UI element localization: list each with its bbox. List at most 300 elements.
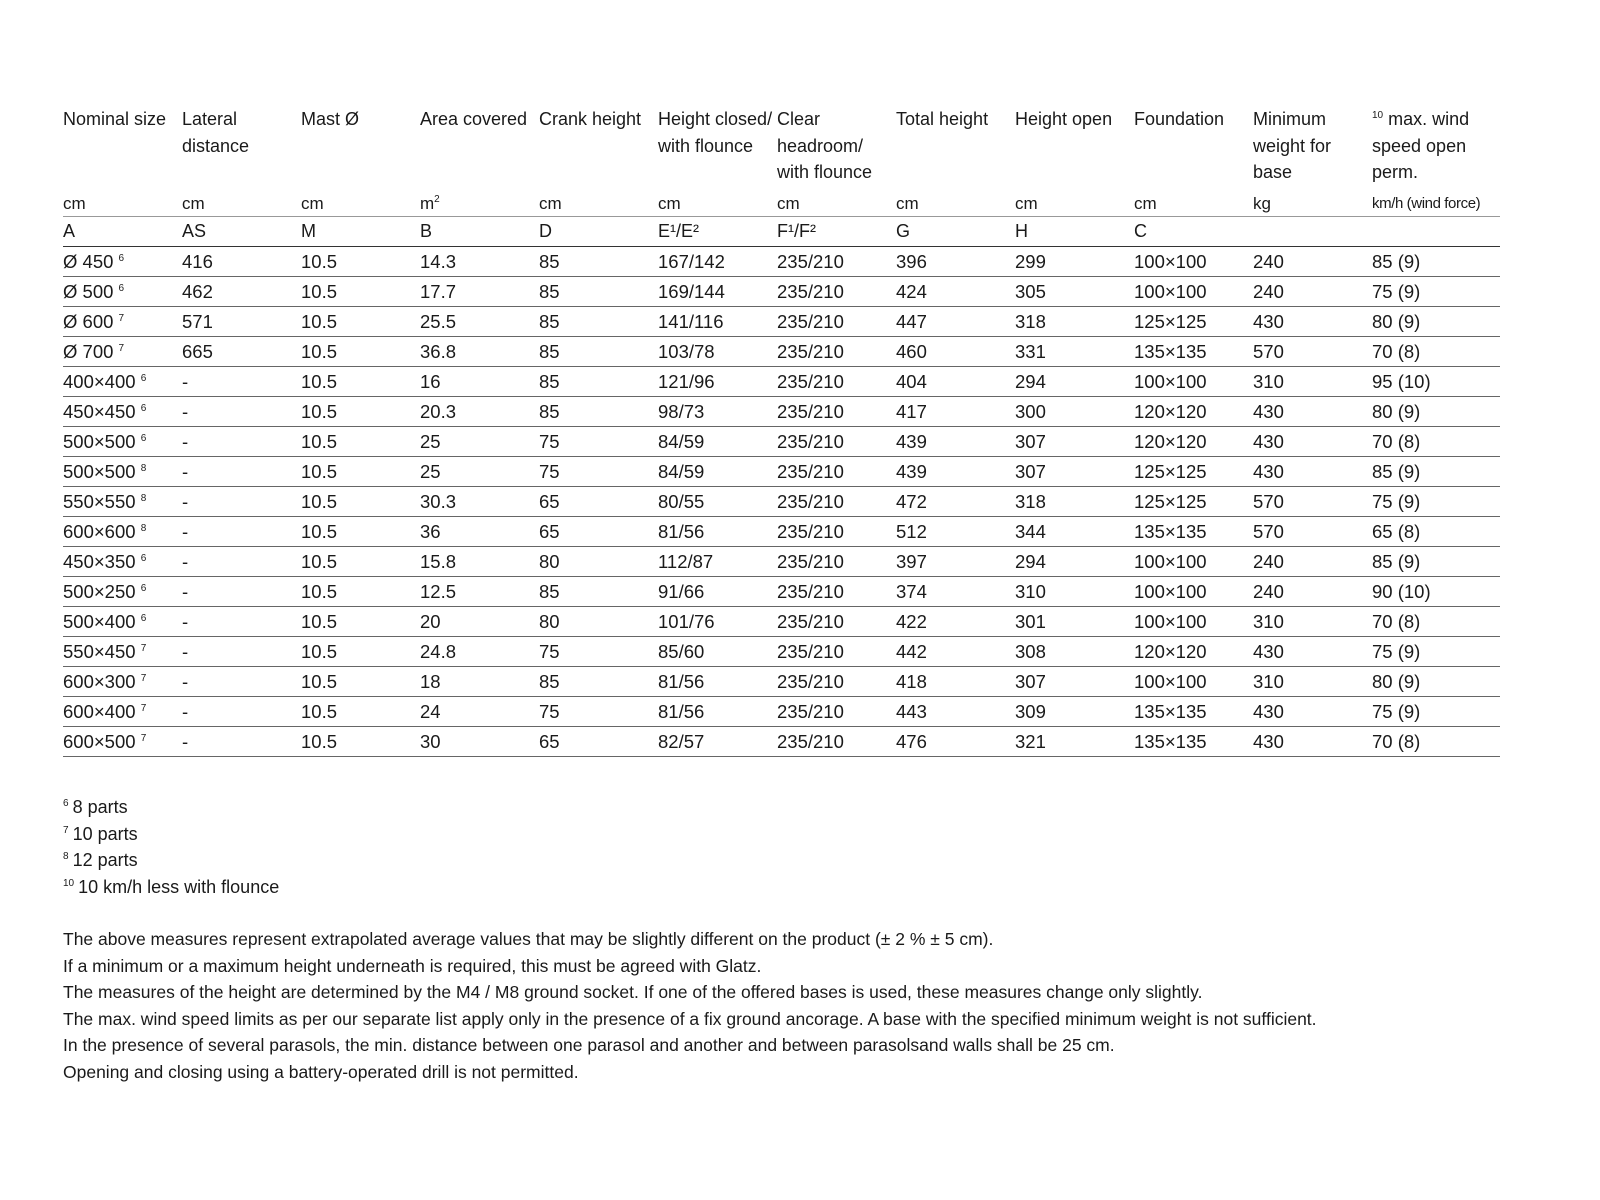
table-cell: 10.5 — [301, 307, 420, 337]
dimension-code: C — [1134, 217, 1253, 247]
footnote-marker: 6 — [140, 613, 147, 624]
unit-label: cm — [1015, 194, 1038, 213]
footnote-marker: 10 — [1372, 110, 1384, 121]
nominal-size: 450×350 — [63, 551, 136, 572]
footnote-marker: 7 — [140, 643, 147, 654]
table-cell: 75 — [539, 427, 658, 457]
table-cell: 10.5 — [301, 697, 420, 727]
table-cell: 24.8 — [420, 637, 539, 667]
column-header-label: Minimum weight for base — [1253, 109, 1332, 182]
table-cell: 100×100 — [1134, 577, 1253, 607]
table-cell: 75 (9) — [1372, 637, 1500, 667]
table-cell: 70 (8) — [1372, 727, 1500, 757]
table-cell: 70 (8) — [1372, 337, 1500, 367]
column-header — [658, 106, 777, 186]
table-cell: 512 — [896, 517, 1015, 547]
table-cell: 309 — [1015, 697, 1134, 727]
unit-label: m — [420, 194, 435, 213]
footnote-marker: 7 — [140, 733, 147, 744]
column-header-label: max. wind speed open perm. — [1372, 109, 1470, 182]
table-cell: 85 — [539, 337, 658, 367]
footnote-marker: 6 — [118, 283, 125, 294]
nominal-size-cell — [63, 247, 182, 277]
table-cell: 460 — [896, 337, 1015, 367]
table-cell: 85 — [539, 397, 658, 427]
table-cell: 344 — [1015, 517, 1134, 547]
table-cell: 101/76 — [658, 607, 777, 637]
unit-cell — [301, 186, 420, 217]
table-cell: 16 — [420, 367, 539, 397]
units-row — [63, 186, 1500, 217]
note-line: The max. wind speed limits as per our separate list apply only in the presence of a fix ground ancorage. A base with the specified minimum weight is not sufficient. — [63, 1008, 1317, 1029]
table-cell: 82/57 — [658, 727, 777, 757]
table-cell: 235/210 — [777, 427, 896, 457]
footnotes — [63, 794, 279, 900]
table-cell: - — [182, 667, 301, 697]
footnote-marker: 7 — [63, 824, 69, 836]
table-cell: 80 — [539, 607, 658, 637]
table-cell: 65 — [539, 517, 658, 547]
table-cell: 235/210 — [777, 607, 896, 637]
unit-cell — [777, 186, 896, 217]
unit-label: cm — [658, 194, 681, 213]
table-row — [63, 637, 1500, 667]
table-cell: 135×135 — [1134, 517, 1253, 547]
column-header-label: Lateral distance — [182, 109, 250, 156]
unit-exponent: 2 — [434, 194, 440, 205]
unit-cell — [539, 186, 658, 217]
table-row — [63, 277, 1500, 307]
table-cell: 300 — [1015, 397, 1134, 427]
column-header — [420, 106, 539, 186]
footnote-marker: 6 — [140, 583, 147, 594]
column-header — [182, 106, 301, 186]
table-cell: 447 — [896, 307, 1015, 337]
dimension-code — [1372, 217, 1500, 247]
table-row — [63, 427, 1500, 457]
table-cell: 443 — [896, 697, 1015, 727]
nominal-size-cell — [63, 667, 182, 697]
table-cell: 416 — [182, 247, 301, 277]
table-cell: 98/73 — [658, 397, 777, 427]
table-row — [63, 727, 1500, 757]
table-cell: - — [182, 607, 301, 637]
table-cell: 84/59 — [658, 457, 777, 487]
table-cell: 10.5 — [301, 367, 420, 397]
footnote-marker: 6 — [140, 373, 147, 384]
table-cell: - — [182, 367, 301, 397]
table-cell: 439 — [896, 427, 1015, 457]
nominal-size-cell — [63, 367, 182, 397]
dimension-code: G — [896, 217, 1015, 247]
table-row — [63, 667, 1500, 697]
table-cell: 30.3 — [420, 487, 539, 517]
table-cell: 476 — [896, 727, 1015, 757]
footnote-text: 8 parts — [72, 797, 128, 817]
table-cell: 100×100 — [1134, 547, 1253, 577]
nominal-size: 600×300 — [63, 671, 136, 692]
column-header — [63, 106, 182, 186]
table-cell: 81/56 — [658, 667, 777, 697]
table-cell: 141/116 — [658, 307, 777, 337]
table-cell: 310 — [1253, 607, 1372, 637]
table-cell: 112/87 — [658, 547, 777, 577]
nominal-size-cell — [63, 577, 182, 607]
table-cell: 299 — [1015, 247, 1134, 277]
table-cell: 430 — [1253, 727, 1372, 757]
table-cell: 235/210 — [777, 517, 896, 547]
nominal-size-cell — [63, 517, 182, 547]
table-cell: 95 (10) — [1372, 367, 1500, 397]
footnote-text: 12 parts — [72, 850, 138, 870]
nominal-size-cell — [63, 697, 182, 727]
table-cell: 75 (9) — [1372, 277, 1500, 307]
table-row — [63, 697, 1500, 727]
footnote — [63, 821, 279, 848]
table-cell: 430 — [1253, 697, 1372, 727]
footnote-marker: 7 — [140, 703, 147, 714]
table-cell: 235/210 — [777, 457, 896, 487]
column-header-label: Height open — [1015, 109, 1113, 129]
dimension-code: H — [1015, 217, 1134, 247]
note-line: Opening and closing using a battery-operated drill is not permitted. — [63, 1061, 579, 1082]
table-cell: 331 — [1015, 337, 1134, 367]
nominal-size-cell — [63, 727, 182, 757]
column-header-label: Crank height — [539, 109, 642, 129]
table-row — [63, 397, 1500, 427]
table-cell: 235/210 — [777, 277, 896, 307]
table-head — [63, 106, 1500, 247]
table-cell: 70 (8) — [1372, 607, 1500, 637]
table-cell: - — [182, 427, 301, 457]
table-cell: 235/210 — [777, 337, 896, 367]
table-cell: 10.5 — [301, 607, 420, 637]
table-cell: 235/210 — [777, 727, 896, 757]
column-header-label: Foundation — [1134, 109, 1225, 129]
table-cell: 310 — [1253, 667, 1372, 697]
table-cell: 570 — [1253, 337, 1372, 367]
table-cell: 12.5 — [420, 577, 539, 607]
table-cell: - — [182, 547, 301, 577]
unit-cell — [420, 186, 539, 217]
footnote — [63, 794, 279, 821]
unit-label: cm — [1134, 194, 1157, 213]
table-row — [63, 577, 1500, 607]
footnote-marker: 6 — [140, 553, 147, 564]
column-header — [301, 106, 420, 186]
nominal-size-cell — [63, 607, 182, 637]
table-cell: 85 — [539, 277, 658, 307]
notes — [63, 926, 1533, 1085]
nominal-size-cell — [63, 397, 182, 427]
table-cell: 30 — [420, 727, 539, 757]
column-header-label: Clear headroom/ with flounce — [777, 109, 873, 182]
unit-label: cm — [539, 194, 562, 213]
table-cell: 10.5 — [301, 517, 420, 547]
table-cell: 125×125 — [1134, 487, 1253, 517]
table-cell: 25 — [420, 427, 539, 457]
table-cell: 65 (8) — [1372, 517, 1500, 547]
dimension-code: B — [420, 217, 539, 247]
table-cell: 430 — [1253, 637, 1372, 667]
column-header-label: Mast Ø — [301, 109, 360, 129]
table-cell: 10.5 — [301, 457, 420, 487]
table-cell: - — [182, 457, 301, 487]
table-cell: 571 — [182, 307, 301, 337]
dimension-code: E¹/E² — [658, 217, 777, 247]
table-cell: - — [182, 727, 301, 757]
table-cell: 81/56 — [658, 697, 777, 727]
table-cell: 235/210 — [777, 637, 896, 667]
column-header — [1253, 106, 1372, 186]
footnote-marker: 7 — [140, 673, 147, 684]
nominal-size: 500×400 — [63, 611, 136, 632]
table-cell: 85 (9) — [1372, 547, 1500, 577]
nominal-size: Ø 700 — [63, 341, 114, 362]
table-cell: 10.5 — [301, 637, 420, 667]
footnote-marker: 8 — [140, 463, 147, 474]
column-header — [777, 106, 896, 186]
table-cell: 120×120 — [1134, 397, 1253, 427]
table-cell: 442 — [896, 637, 1015, 667]
footnote-text: 10 parts — [72, 823, 138, 844]
table-cell: 20 — [420, 607, 539, 637]
footnote-marker: 6 — [140, 433, 147, 444]
table-cell: 90 (10) — [1372, 577, 1500, 607]
note-line: If a minimum or a maximum height underneath is required, this must be agreed with Glatz. — [63, 955, 762, 976]
table-cell: 120×120 — [1134, 427, 1253, 457]
unit-cell — [896, 186, 1015, 217]
table-cell: 305 — [1015, 277, 1134, 307]
table-cell: 75 (9) — [1372, 487, 1500, 517]
table-cell: 18 — [420, 667, 539, 697]
footnote-marker: 8 — [140, 493, 147, 504]
table-cell: 65 — [539, 487, 658, 517]
table-cell: 235/210 — [777, 367, 896, 397]
column-header — [1134, 106, 1253, 186]
table-cell: 307 — [1015, 427, 1134, 457]
table-cell: 100×100 — [1134, 367, 1253, 397]
nominal-size: 550×550 — [63, 491, 136, 512]
table-cell: 100×100 — [1134, 667, 1253, 697]
table-cell: 430 — [1253, 427, 1372, 457]
nominal-size-cell — [63, 457, 182, 487]
nominal-size-cell — [63, 277, 182, 307]
table-cell: 430 — [1253, 397, 1372, 427]
table-row — [63, 457, 1500, 487]
table-cell: 318 — [1015, 307, 1134, 337]
table-row — [63, 517, 1500, 547]
table-cell: 307 — [1015, 457, 1134, 487]
table-cell: 20.3 — [420, 397, 539, 427]
footnote-marker: 7 — [118, 343, 125, 354]
unit-cell — [182, 186, 301, 217]
table-cell: 25.5 — [420, 307, 539, 337]
table-cell: 439 — [896, 457, 1015, 487]
table-cell: 85 — [539, 247, 658, 277]
nominal-size: 450×450 — [63, 401, 136, 422]
nominal-size-cell — [63, 637, 182, 667]
table-cell: 121/96 — [658, 367, 777, 397]
table-cell: 417 — [896, 397, 1015, 427]
specifications-table — [63, 106, 1500, 757]
nominal-size: Ø 600 — [63, 311, 114, 332]
column-header — [1372, 106, 1500, 186]
nominal-size: 500×500 — [63, 461, 136, 482]
table-cell: 294 — [1015, 367, 1134, 397]
table-cell: - — [182, 517, 301, 547]
table-cell: 85 — [539, 577, 658, 607]
table-cell: - — [182, 397, 301, 427]
table-cell: 70 (8) — [1372, 427, 1500, 457]
table-cell: 570 — [1253, 487, 1372, 517]
table-cell: 135×135 — [1134, 337, 1253, 367]
nominal-size-cell — [63, 337, 182, 367]
nominal-size: 600×400 — [63, 701, 136, 722]
unit-cell — [1015, 186, 1134, 217]
table-cell: 75 — [539, 637, 658, 667]
footnote-marker: 8 — [63, 851, 69, 862]
unit-label: cm — [896, 194, 919, 213]
table-cell: 235/210 — [777, 577, 896, 607]
table-row — [63, 607, 1500, 637]
unit-label: km/h (wind force) — [1372, 195, 1481, 212]
table-cell: 235/210 — [777, 397, 896, 427]
table-cell: 235/210 — [777, 697, 896, 727]
table-body — [63, 247, 1500, 757]
table-cell: 10.5 — [301, 247, 420, 277]
table-cell: 235/210 — [777, 247, 896, 277]
unit-label: kg — [1253, 194, 1271, 213]
dimension-code: D — [539, 217, 658, 247]
unit-label: cm — [63, 194, 86, 213]
table-cell: 404 — [896, 367, 1015, 397]
table-cell: 10.5 — [301, 547, 420, 577]
table-cell: 25 — [420, 457, 539, 487]
unit-cell — [658, 186, 777, 217]
footnote-marker: 6 — [63, 798, 69, 809]
table-cell: 235/210 — [777, 667, 896, 697]
nominal-size-cell — [63, 547, 182, 577]
table-cell: 430 — [1253, 457, 1372, 487]
table-cell: - — [182, 697, 301, 727]
table-cell: 80 (9) — [1372, 667, 1500, 697]
column-header — [896, 106, 1015, 186]
table-cell: 310 — [1015, 577, 1134, 607]
table-cell: 135×135 — [1134, 727, 1253, 757]
footnote — [63, 874, 279, 901]
table-cell: 418 — [896, 667, 1015, 697]
column-header-label: Height closed/ with flounce — [658, 109, 773, 156]
unit-label: cm — [182, 194, 205, 213]
unit-cell — [63, 186, 182, 217]
codes-row — [63, 217, 1500, 247]
column-header — [1015, 106, 1134, 186]
table-cell: 75 — [539, 457, 658, 487]
table-cell: 472 — [896, 487, 1015, 517]
table-cell: 10.5 — [301, 667, 420, 697]
table-cell: 80 — [539, 547, 658, 577]
table-cell: 240 — [1253, 547, 1372, 577]
nominal-size: Ø 500 — [63, 281, 114, 302]
table-cell: 10.5 — [301, 397, 420, 427]
table-cell: 81/56 — [658, 517, 777, 547]
dimension-code — [1253, 217, 1372, 247]
table-cell: 240 — [1253, 247, 1372, 277]
table-cell: 169/144 — [658, 277, 777, 307]
column-header-label: Area covered — [420, 109, 528, 129]
table-cell: 85 (9) — [1372, 247, 1500, 277]
table-cell: 85/60 — [658, 637, 777, 667]
table-cell: 84/59 — [658, 427, 777, 457]
table-cell: 80/55 — [658, 487, 777, 517]
column-header — [539, 106, 658, 186]
table-row — [63, 487, 1500, 517]
table-cell: 91/66 — [658, 577, 777, 607]
table-cell: 125×125 — [1134, 307, 1253, 337]
unit-label: cm — [777, 194, 800, 213]
table-cell: 235/210 — [777, 547, 896, 577]
column-headers-row — [63, 106, 1500, 186]
table-cell: - — [182, 577, 301, 607]
table-cell: 240 — [1253, 277, 1372, 307]
table-cell: 422 — [896, 607, 1015, 637]
nominal-size: 400×400 — [63, 371, 136, 392]
table-cell: 301 — [1015, 607, 1134, 637]
table-cell: 10.5 — [301, 487, 420, 517]
table-row — [63, 367, 1500, 397]
table-cell: 321 — [1015, 727, 1134, 757]
table-cell: 318 — [1015, 487, 1134, 517]
table-cell: 294 — [1015, 547, 1134, 577]
nominal-size: 600×600 — [63, 521, 136, 542]
table-cell: 100×100 — [1134, 277, 1253, 307]
table-cell: 17.7 — [420, 277, 539, 307]
table-cell: 103/78 — [658, 337, 777, 367]
nominal-size-cell — [63, 487, 182, 517]
table-cell: 80 (9) — [1372, 307, 1500, 337]
table-cell: 167/142 — [658, 247, 777, 277]
table-cell: 235/210 — [777, 307, 896, 337]
table-cell: 85 — [539, 307, 658, 337]
table-cell: 85 — [539, 667, 658, 697]
note-line: The above measures represent extrapolated average values that may be slightly different on the product (± 2 % ± 5 cm). — [63, 929, 994, 949]
footnote-text: 10 km/h less with flounce — [78, 876, 280, 897]
table-cell: 65 — [539, 727, 658, 757]
table-cell: 120×120 — [1134, 637, 1253, 667]
table-cell: 10.5 — [301, 337, 420, 367]
table-cell: 10.5 — [301, 727, 420, 757]
table-cell: 235/210 — [777, 487, 896, 517]
table-row — [63, 307, 1500, 337]
nominal-size: 600×500 — [63, 731, 136, 752]
table-cell: 75 (9) — [1372, 697, 1500, 727]
table-cell: 15.8 — [420, 547, 539, 577]
nominal-size-cell — [63, 307, 182, 337]
dimension-code: AS — [182, 217, 301, 247]
table-cell: 430 — [1253, 307, 1372, 337]
table-cell: 374 — [896, 577, 1015, 607]
table-cell: 75 — [539, 697, 658, 727]
table-cell: 125×125 — [1134, 457, 1253, 487]
column-header-label: Nominal size — [63, 109, 167, 129]
table-cell: 570 — [1253, 517, 1372, 547]
table-cell: 85 (9) — [1372, 457, 1500, 487]
table-cell: 396 — [896, 247, 1015, 277]
table-cell: 24 — [420, 697, 539, 727]
table-row — [63, 547, 1500, 577]
table-cell: 36.8 — [420, 337, 539, 367]
